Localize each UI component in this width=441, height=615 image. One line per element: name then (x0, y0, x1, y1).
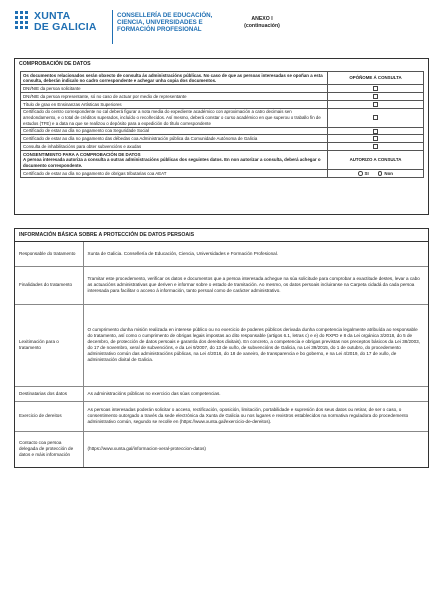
no-label: Non (384, 170, 393, 176)
data-verification-section (14, 58, 429, 215)
document-label: Título de grao en Ensinanzas Artísticas Superiores (21, 100, 328, 108)
oppose-checkbox[interactable] (373, 86, 378, 91)
data-protection-table (15, 242, 428, 467)
dept-line: FORMACIÓN PROFESIONAL (117, 26, 202, 34)
oppose-checkbox[interactable] (373, 144, 378, 149)
document-header (14, 8, 429, 48)
oppose-checkbox[interactable] (373, 94, 378, 99)
section-title: COMPROBACIÓN DE DATOS (19, 61, 91, 67)
table-row (21, 72, 424, 85)
table-row (21, 135, 424, 143)
row-key: Destinatarias dos datos (15, 386, 83, 401)
table-row (21, 151, 424, 170)
annex-title: ANEXO I (251, 16, 273, 22)
row-key: Responsable do tratamento (15, 242, 83, 266)
consent-text: A persoa interesada autoriza a consulta a outras administracións públicas dos seguintes datos. En non autorizar a consulta, deberá achegar o documento correspondente. (23, 157, 321, 168)
table-row (15, 304, 428, 386)
no-option[interactable] (378, 171, 393, 177)
row-key: Finalidades do tratamento (15, 266, 83, 304)
table-row (21, 100, 424, 108)
dept-line: CONSELLERÍA DE EDUCACIÓN, (117, 12, 213, 19)
document-label: Certificado do centro correspondente no cal deberá figurar a nota media do expediente académico con aproximación a catro decimais sen arredondamento, e o total de créditos superados, incluído o recoñecidos. Así mesmo, deberá constar o curso académico en que superou o traballo fin de estudos (TFE) e a data na que se realizou o depósito para a expedición do título correspondente (21, 108, 328, 127)
document-label: Certificado de estar ao día no pagamento das débedas coa Administración pública da Comunidade Autónoma de Galicia (21, 135, 328, 143)
table-row (15, 266, 428, 304)
xunta-logo-icon (14, 10, 30, 40)
yes-option[interactable] (358, 171, 369, 177)
data-protection-section (14, 228, 429, 468)
row-value: (https://www.xunta.gal/informacion-xeral-proteccion-datos) (83, 431, 428, 467)
table-row (15, 431, 428, 467)
table-row (21, 143, 424, 151)
table-row (21, 127, 424, 135)
row-value: Tramitar este procedemento, verificar os datos e documentos que a persoa interesada achegue na súa solicitude para comprobar a exactitude destes, levar a cabo as actuacións administrativas que deriven e informar sobre o estado de tramitación. Ao mesmo, os datos persoais incluiranse na Carpeta cidadá da cada persoa interesada para facilitar o acceso á información, tanto persoal como de carácter administrativo. (83, 266, 428, 304)
oppose-header: OPÓÑOME Á CONSULTA (328, 72, 424, 85)
document-label: Certificado de estar ao día no pagamento de obrigas tributarias coa AEAT (21, 170, 328, 178)
oppose-checkbox[interactable] (373, 136, 378, 141)
consent-title: CONSENTIMENTO PARA A COMPROBACIÓN DE DATOS (23, 151, 141, 157)
row-key: Contacto coa persoa delegada de protección de datos e máis información (15, 431, 83, 467)
logo-line-1: XUNTA (34, 10, 71, 22)
table-row (15, 401, 428, 431)
table-row (15, 242, 428, 266)
no-radio[interactable] (378, 171, 383, 176)
dept-line: CIENCIA, UNIVERSIDADES E (117, 19, 203, 27)
document-label: Consulta de inhabilitacións para obter subvencións e axudas (21, 143, 328, 151)
annex-heading (222, 16, 302, 30)
logo-wordmark (34, 11, 97, 33)
intro-text: Os documentos relacionados serán obxecto de consulta ás administracións públicas. No caso de que as persoas interesadas se opoñan a esta consulta, deberán indicalo no cadro correspondente e achegar unha copia dos documentos. (21, 72, 328, 85)
row-key: Lexitimación para o tratamento (15, 304, 83, 386)
table-row (21, 93, 424, 101)
row-value: As persoas interesadas poderán solicitar o acceso, rectificación, oposición, limitación, portabilidade e supresión dos seus datos ou retirar, de ser o caso, o consentimento outorgado a través da sede electrónica da Xunta de Galicia ou nos lugares e rexistros establecidos na normativa reguladora do procedemento administrativo común, segundo se recolle en (https://www.xunta.gal/exercicio-de-dereitos). (83, 401, 428, 431)
table-row (21, 170, 424, 178)
table-row (21, 85, 424, 93)
document-label: DNI/NIE da persoa representante, só no caso de actuar por medio de representante (21, 93, 328, 101)
yes-radio[interactable] (358, 171, 363, 176)
logo-divider (112, 10, 113, 44)
oppose-checkbox[interactable] (373, 115, 378, 120)
section-title: INFORMACIÓN BÁSICA SOBRE A PROTECCIÓN DE DATOS PERSOAIS (15, 229, 428, 242)
oppose-checkbox[interactable] (373, 129, 378, 134)
row-value: O cumprimento dunha misión realizada en interese público ou no exercicio de poderes públicos derivada dunha competencia legalmente atribuída ao responsable do tratamento, así como o cumprimento de obrigas legais impostas ao dito responsable (artigos 6.1, letras c) e e) do RXPD e 8 da Lei orgánica 3/2018, do 5 de decembro, de protección de datos persoais e garantía dos dereitos dixitais). En concreto, a competencia e obrigas previstas nos preceptos básicos da Lei 38/2003, do 17 de novembro, xeral de subvencións, e da Lei 9/2007, do 13 de xuño, de subvencións de Galicia, na Lei 39/2015, do 1 de outubro, do procedemento administrativo común das administracións públicas, na Lei 4/2016, do 18 de xaneiro, de transparencia e bo goberno, e na Lei 4/2019, do 17 de xullo, de administración dixital de Galicia. (83, 304, 428, 386)
row-value: Xunta de Galicia. Consellería de Educación, Ciencia, Universidades e Formación Profesional. (87, 250, 278, 256)
verification-table (20, 71, 424, 178)
yes-label: SI (364, 170, 369, 176)
table-row (21, 108, 424, 127)
document-label: DNI/NIE da persoa solicitante (21, 85, 328, 93)
table-row (15, 386, 428, 401)
oppose-checkbox[interactable] (373, 102, 378, 107)
annex-subtitle: (continuación) (244, 23, 280, 29)
row-value: As administracións públicas no exercicio das súas competencias. (83, 386, 428, 401)
document-label: Certificado de estar ao día no pagamento coa Seguridade Social (21, 127, 328, 135)
row-key: Exercicio de dereitos (15, 401, 83, 431)
authorize-header: AUTORIZO A CONSULTA (328, 151, 424, 170)
logo-line-2: DE GALICIA (34, 21, 97, 33)
